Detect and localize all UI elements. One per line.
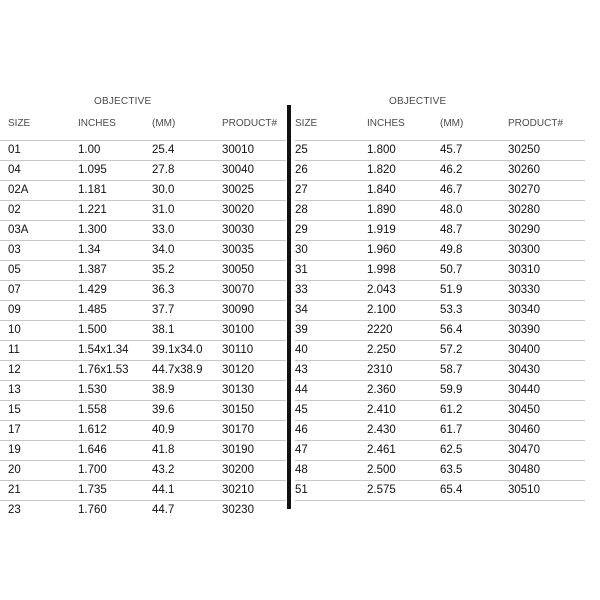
product-cell: 30290 bbox=[508, 224, 540, 236]
mm-cell: 48.0 bbox=[440, 204, 463, 216]
column-divider bbox=[287, 105, 291, 509]
product-cell: 30035 bbox=[222, 244, 254, 256]
column-headers-left bbox=[0, 118, 286, 132]
product-cell: 30250 bbox=[508, 144, 540, 156]
product-cell: 30480 bbox=[508, 464, 540, 476]
size-cell: 11 bbox=[8, 344, 20, 356]
inches-cell: 1.735 bbox=[78, 484, 107, 496]
inches-cell: 2.410 bbox=[367, 404, 396, 416]
inches-cell: 1.54x1.34 bbox=[78, 344, 129, 356]
table-row bbox=[0, 360, 286, 380]
inches-cell: 1.00 bbox=[78, 144, 101, 156]
size-cell: 17 bbox=[8, 424, 21, 436]
mm-cell: 25.4 bbox=[152, 144, 175, 156]
inches-cell: 1.300 bbox=[78, 224, 107, 236]
product-cell: 30190 bbox=[222, 444, 254, 456]
mm-cell: 30.0 bbox=[152, 184, 175, 196]
mm-cell: 45.7 bbox=[440, 144, 463, 156]
mm-cell: 44.7 bbox=[152, 504, 175, 516]
mm-header: (MM) bbox=[152, 118, 176, 129]
table-row bbox=[295, 360, 585, 380]
product-cell: 30390 bbox=[508, 324, 540, 336]
mm-cell: 34.0 bbox=[152, 244, 175, 256]
table-row bbox=[295, 400, 585, 420]
inches-cell: 2.360 bbox=[367, 384, 396, 396]
inches-cell: 1.429 bbox=[78, 284, 107, 296]
product-cell: 30200 bbox=[222, 464, 254, 476]
mm-cell: 39.1x34.0 bbox=[152, 344, 203, 356]
size-cell: 01 bbox=[8, 144, 21, 156]
inches-header: INCHES bbox=[78, 118, 116, 129]
mm-cell: 58.7 bbox=[440, 364, 463, 376]
size-cell: 12 bbox=[8, 364, 21, 376]
mm-cell: 31.0 bbox=[152, 204, 175, 216]
size-cell: 02A bbox=[8, 184, 29, 196]
inches-cell: 1.998 bbox=[367, 264, 396, 276]
product-cell: 30100 bbox=[222, 324, 254, 336]
table-row bbox=[295, 420, 585, 440]
inches-cell: 1.500 bbox=[78, 324, 107, 336]
size-cell: 09 bbox=[8, 304, 21, 316]
inches-cell: 2.575 bbox=[367, 484, 396, 496]
mm-cell: 37.7 bbox=[152, 304, 175, 316]
table-row bbox=[0, 380, 286, 400]
product-cell: 30280 bbox=[508, 204, 540, 216]
product-cell: 30300 bbox=[508, 244, 540, 256]
table-row bbox=[295, 220, 585, 240]
product-cell: 30150 bbox=[222, 404, 254, 416]
size-cell: 15 bbox=[8, 404, 21, 416]
inches-cell: 1.800 bbox=[367, 144, 396, 156]
size-cell: 33 bbox=[295, 284, 308, 296]
mm-cell: 61.7 bbox=[440, 424, 463, 436]
table-row bbox=[0, 200, 286, 220]
table-row bbox=[0, 480, 286, 500]
table-row bbox=[0, 420, 286, 440]
product-cell: 30110 bbox=[222, 344, 254, 356]
mm-cell: 43.2 bbox=[152, 464, 175, 476]
size-cell: 02 bbox=[8, 204, 21, 216]
inches-cell: 2.043 bbox=[367, 284, 396, 296]
inches-cell: 1.221 bbox=[78, 204, 107, 216]
product-cell: 30030 bbox=[222, 224, 254, 236]
size-cell: 03 bbox=[8, 244, 21, 256]
inches-cell: 1.820 bbox=[367, 164, 396, 176]
inches-cell: 1.840 bbox=[367, 184, 396, 196]
size-cell: 30 bbox=[295, 244, 308, 256]
inches-cell: 2.430 bbox=[367, 424, 396, 436]
mm-cell: 46.7 bbox=[440, 184, 463, 196]
product-cell: 30120 bbox=[222, 364, 254, 376]
mm-cell: 27.8 bbox=[152, 164, 175, 176]
mm-cell: 48.7 bbox=[440, 224, 463, 236]
product-cell: 30440 bbox=[508, 384, 540, 396]
table-row bbox=[295, 280, 585, 300]
mm-header: (MM) bbox=[440, 118, 464, 129]
inches-cell: 2.250 bbox=[367, 344, 396, 356]
size-cell: 03A bbox=[8, 224, 29, 236]
size-cell: 51 bbox=[295, 484, 308, 496]
inches-cell: 1.646 bbox=[78, 444, 107, 456]
mm-cell: 49.8 bbox=[440, 244, 463, 256]
size-cell: 07 bbox=[8, 284, 21, 296]
table-body-right bbox=[295, 140, 585, 520]
size-cell: 28 bbox=[295, 204, 308, 216]
size-cell: 46 bbox=[295, 424, 308, 436]
product-cell: 30310 bbox=[508, 264, 540, 276]
inches-cell: 1.760 bbox=[78, 504, 107, 516]
table-row bbox=[295, 180, 585, 200]
size-cell: 40 bbox=[295, 344, 308, 356]
product-cell: 30400 bbox=[508, 344, 540, 356]
product-cell: 30025 bbox=[222, 184, 254, 196]
product-cell: 30260 bbox=[508, 164, 540, 176]
mm-cell: 61.2 bbox=[440, 404, 463, 416]
mm-cell: 41.8 bbox=[152, 444, 175, 456]
product-cell: 30020 bbox=[222, 204, 254, 216]
table-row bbox=[295, 200, 585, 220]
inches-cell: 2.461 bbox=[367, 444, 396, 456]
table-row bbox=[295, 160, 585, 180]
mm-cell: 44.1 bbox=[152, 484, 175, 496]
table-row bbox=[0, 140, 286, 160]
objective-heading-right: OBJECTIVE bbox=[389, 96, 447, 107]
table-body-left bbox=[0, 140, 286, 520]
mm-cell: 65.4 bbox=[440, 484, 463, 496]
inches-cell: 2.100 bbox=[367, 304, 396, 316]
mm-cell: 56.4 bbox=[440, 324, 463, 336]
product-cell: 30430 bbox=[508, 364, 540, 376]
inches-cell: 1.387 bbox=[78, 264, 107, 276]
size-cell: 26 bbox=[295, 164, 308, 176]
table-row bbox=[295, 380, 585, 400]
inches-cell: 1.530 bbox=[78, 384, 107, 396]
table-row bbox=[295, 440, 585, 460]
mm-cell: 35.2 bbox=[152, 264, 175, 276]
table-row bbox=[295, 320, 585, 340]
table-row bbox=[0, 260, 286, 280]
size-cell: 25 bbox=[295, 144, 308, 156]
product-cell: 30010 bbox=[222, 144, 254, 156]
product-cell: 30270 bbox=[508, 184, 540, 196]
size-cell: 04 bbox=[8, 164, 21, 176]
product-header: PRODUCT# bbox=[508, 118, 564, 129]
size-cell: 44 bbox=[295, 384, 308, 396]
inches-cell: 1.34 bbox=[78, 244, 101, 256]
table-row bbox=[0, 460, 286, 480]
inches-cell: 1.612 bbox=[78, 424, 107, 436]
size-cell: 31 bbox=[295, 264, 308, 276]
size-cell: 19 bbox=[8, 444, 21, 456]
mm-cell: 63.5 bbox=[440, 464, 463, 476]
table-row bbox=[295, 300, 585, 320]
inches-cell: 2.500 bbox=[367, 464, 396, 476]
inches-cell: 1.485 bbox=[78, 304, 107, 316]
product-cell: 30470 bbox=[508, 444, 540, 456]
size-cell: 20 bbox=[8, 464, 21, 476]
inches-cell: 1.919 bbox=[367, 224, 396, 236]
mm-cell: 62.5 bbox=[440, 444, 463, 456]
table-row bbox=[0, 160, 286, 180]
mm-cell: 51.9 bbox=[440, 284, 463, 296]
table-row bbox=[0, 300, 286, 320]
table-row bbox=[0, 400, 286, 420]
inches-cell: 1.095 bbox=[78, 164, 107, 176]
table-row bbox=[0, 240, 286, 260]
inches-cell: 1.181 bbox=[78, 184, 107, 196]
mm-cell: 57.2 bbox=[440, 344, 463, 356]
product-cell: 30130 bbox=[222, 384, 254, 396]
product-cell: 30040 bbox=[222, 164, 254, 176]
mm-cell: 38.9 bbox=[152, 384, 175, 396]
product-cell: 30460 bbox=[508, 424, 540, 436]
objective-heading-left: OBJECTIVE bbox=[94, 96, 152, 107]
size-cell: 05 bbox=[8, 264, 21, 276]
inches-cell: 2220 bbox=[367, 324, 393, 336]
inches-cell: 1.960 bbox=[367, 244, 396, 256]
product-cell: 30330 bbox=[508, 284, 540, 296]
product-cell: 30340 bbox=[508, 304, 540, 316]
table-row bbox=[295, 260, 585, 280]
table-row bbox=[0, 180, 286, 200]
product-cell: 30230 bbox=[222, 504, 254, 516]
product-cell: 30210 bbox=[222, 484, 254, 496]
inches-cell: 1.76x1.53 bbox=[78, 364, 129, 376]
size-cell: 47 bbox=[295, 444, 308, 456]
inches-cell: 1.890 bbox=[367, 204, 396, 216]
table-row bbox=[295, 140, 585, 160]
mm-cell: 33.0 bbox=[152, 224, 175, 236]
size-cell: 10 bbox=[8, 324, 21, 336]
product-cell: 30510 bbox=[508, 484, 540, 496]
table-row bbox=[295, 240, 585, 260]
inches-cell: 2310 bbox=[367, 364, 393, 376]
mm-cell: 50.7 bbox=[440, 264, 463, 276]
size-header: SIZE bbox=[8, 118, 31, 129]
mm-cell: 36.3 bbox=[152, 284, 175, 296]
product-cell: 30070 bbox=[222, 284, 254, 296]
size-cell: 34 bbox=[295, 304, 308, 316]
table-row bbox=[0, 340, 286, 360]
objective-size-table bbox=[0, 96, 600, 516]
table-row bbox=[0, 280, 286, 300]
product-cell: 30170 bbox=[222, 424, 254, 436]
product-cell: 30450 bbox=[508, 404, 540, 416]
mm-cell: 39.6 bbox=[152, 404, 175, 416]
inches-header: INCHES bbox=[367, 118, 405, 129]
product-cell: 30050 bbox=[222, 264, 254, 276]
table-row bbox=[0, 320, 286, 340]
size-cell: 13 bbox=[8, 384, 21, 396]
table-row bbox=[0, 440, 286, 460]
mm-cell: 38.1 bbox=[152, 324, 175, 336]
table-row bbox=[0, 220, 286, 240]
size-cell: 43 bbox=[295, 364, 308, 376]
size-cell: 23 bbox=[8, 504, 21, 516]
size-cell: 39 bbox=[295, 324, 308, 336]
table-row bbox=[0, 500, 286, 520]
mm-cell: 46.2 bbox=[440, 164, 463, 176]
mm-cell: 44.7x38.9 bbox=[152, 364, 203, 376]
inches-cell: 1.558 bbox=[78, 404, 107, 416]
size-cell: 27 bbox=[295, 184, 308, 196]
mm-cell: 40.9 bbox=[152, 424, 175, 436]
size-cell: 45 bbox=[295, 404, 308, 416]
size-cell: 29 bbox=[295, 224, 308, 236]
size-cell: 48 bbox=[295, 464, 308, 476]
product-header: PRODUCT# bbox=[222, 118, 278, 129]
mm-cell: 53.3 bbox=[440, 304, 463, 316]
mm-cell: 59.9 bbox=[440, 384, 463, 396]
table-row bbox=[295, 460, 585, 480]
table-row bbox=[295, 340, 585, 360]
table-row bbox=[295, 480, 585, 500]
size-cell: 21 bbox=[8, 484, 21, 496]
table-row bbox=[295, 500, 585, 520]
inches-cell: 1.700 bbox=[78, 464, 107, 476]
product-cell: 30090 bbox=[222, 304, 254, 316]
size-header: SIZE bbox=[295, 118, 318, 129]
column-headers-right bbox=[295, 118, 585, 132]
